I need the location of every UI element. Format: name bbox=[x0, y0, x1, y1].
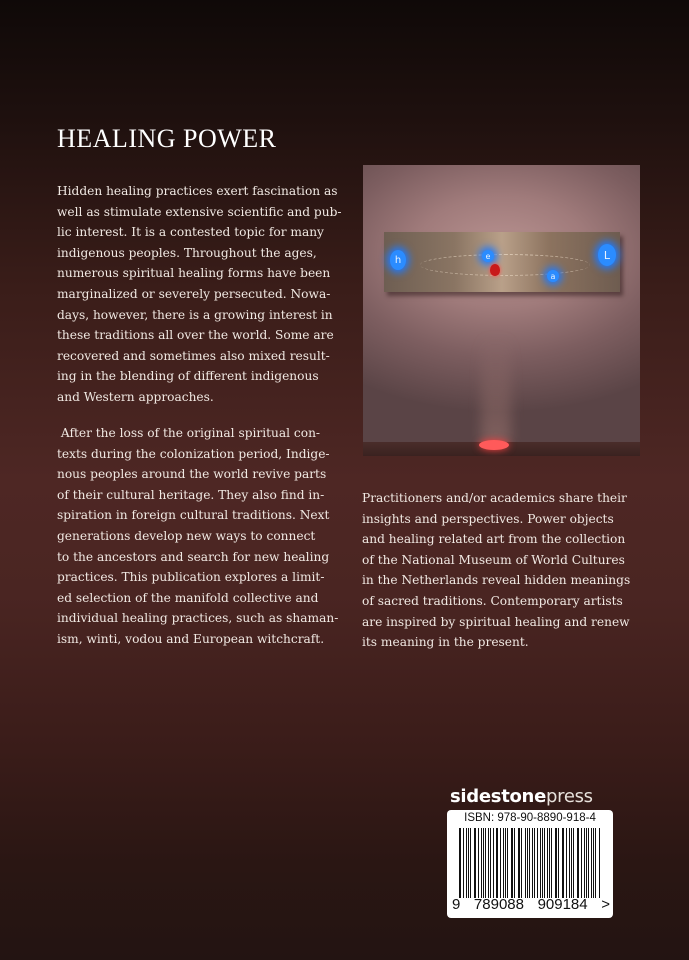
text-line: of sacred traditions. Contemporary artists bbox=[362, 593, 623, 608]
text-line: lic interest. It is a contested topic for many bbox=[57, 225, 324, 240]
barcode-bar bbox=[591, 828, 592, 898]
publisher-logo bbox=[450, 786, 593, 807]
text-line: well as stimulate extensive scientific and pub- bbox=[57, 204, 342, 219]
barcode-bar bbox=[563, 828, 564, 898]
text-line: ism, winti, vodou and European witchcraft. bbox=[57, 631, 325, 646]
text-line: in the Netherlands reveal hidden meanings bbox=[362, 573, 631, 588]
barcode-bar bbox=[534, 828, 535, 898]
barcode-bar bbox=[463, 828, 464, 898]
text-line: are inspired by spiritual healing and renew bbox=[362, 614, 630, 629]
text-line: generations develop new ways to connect bbox=[57, 528, 316, 543]
neon-letter-e: e bbox=[482, 250, 494, 262]
barcode-bar bbox=[488, 828, 489, 898]
text-line: ing in the blending of different indigenous bbox=[57, 369, 319, 384]
barcode-bar bbox=[519, 828, 520, 898]
barcode-bar bbox=[558, 828, 559, 898]
barcode-bars bbox=[459, 828, 600, 898]
barcode-digit-group: > bbox=[601, 896, 610, 913]
neon-letter-L: L bbox=[598, 244, 616, 266]
text-line: individual healing practices, such as shaman- bbox=[57, 611, 339, 626]
text-line: Hidden healing practices exert fascination as bbox=[57, 184, 338, 198]
text-line: practices. This publication explores a limit- bbox=[57, 570, 325, 585]
barcode-bar bbox=[547, 828, 548, 898]
text-line: ed selection of the manifold collective and bbox=[57, 590, 319, 605]
text-line: and Western approaches. bbox=[57, 389, 214, 404]
text-line: of the National Museum of World Cultures bbox=[362, 552, 625, 567]
publisher-name-bold: sidestone bbox=[450, 786, 546, 807]
text-line: spiration in foreign cultural traditions. Next bbox=[57, 508, 330, 523]
heart-icon bbox=[490, 264, 500, 276]
barcode-digits bbox=[452, 896, 610, 913]
barcode-bar bbox=[599, 828, 600, 898]
isbn-barcode bbox=[447, 810, 613, 918]
blurb-paragraph-2 bbox=[57, 423, 357, 650]
book-title: HEALING POWER bbox=[57, 124, 277, 153]
text-line: numerous spiritual healing forms have been bbox=[57, 266, 331, 281]
text-line: of their cultural heritage. They also find in- bbox=[57, 487, 325, 502]
barcode-bar bbox=[521, 828, 522, 898]
text-line: Practitioners and/or academics share their bbox=[362, 491, 627, 505]
rope-loops-decoration bbox=[420, 254, 590, 276]
barcode-digit-group: 909184 bbox=[537, 896, 588, 913]
text-line: texts during the colonization period, Indige- bbox=[57, 446, 330, 461]
isbn-label: ISBN: 978-90-8890-918-4 bbox=[464, 812, 596, 824]
text-line: After the loss of the original spiritual con- bbox=[57, 426, 321, 440]
text-line: these traditions all over the world. Some are bbox=[57, 328, 334, 343]
barcode-bar bbox=[475, 828, 476, 898]
barcode-bar bbox=[532, 828, 533, 898]
barcode-bar bbox=[571, 828, 572, 898]
barcode-bar bbox=[470, 828, 471, 898]
barcode-bar bbox=[540, 828, 541, 898]
light-beam bbox=[481, 335, 511, 445]
text-line: days, however, there is a growing interest in bbox=[57, 307, 333, 322]
publisher-name-light: press bbox=[545, 786, 593, 807]
barcode-bar bbox=[573, 828, 574, 898]
barcode-bar bbox=[505, 828, 506, 898]
barcode-bar bbox=[497, 828, 498, 898]
barcode-bar bbox=[490, 828, 491, 898]
neon-letter-h: h bbox=[390, 250, 406, 270]
artwork-photo bbox=[363, 165, 640, 456]
text-line: recovered and sometimes also mixed result- bbox=[57, 348, 330, 363]
neon-letter-a: a bbox=[547, 270, 559, 282]
blurb-paragraph-3 bbox=[362, 488, 652, 653]
text-line: to the ancestors and search for new healing bbox=[57, 549, 330, 564]
barcode-bar bbox=[584, 828, 585, 898]
red-floor-light bbox=[479, 440, 509, 450]
text-line: and healing related art from the collection bbox=[362, 532, 626, 547]
text-line: indigenous peoples. Throughout the ages, bbox=[57, 245, 317, 260]
text-line: its meaning in the present. bbox=[362, 635, 529, 650]
blurb-paragraph-1 bbox=[57, 181, 357, 408]
barcode-bar bbox=[478, 828, 479, 898]
text-line: nous peoples around the world revive parts bbox=[57, 467, 327, 482]
artwork-panel bbox=[384, 232, 620, 292]
barcode-digit-group: 9 bbox=[452, 896, 461, 913]
text-line: insights and perspectives. Power objects bbox=[362, 511, 614, 526]
text-line: marginalized or severely persecuted. Nowa- bbox=[57, 286, 331, 301]
barcode-digit-group: 789088 bbox=[473, 896, 524, 913]
